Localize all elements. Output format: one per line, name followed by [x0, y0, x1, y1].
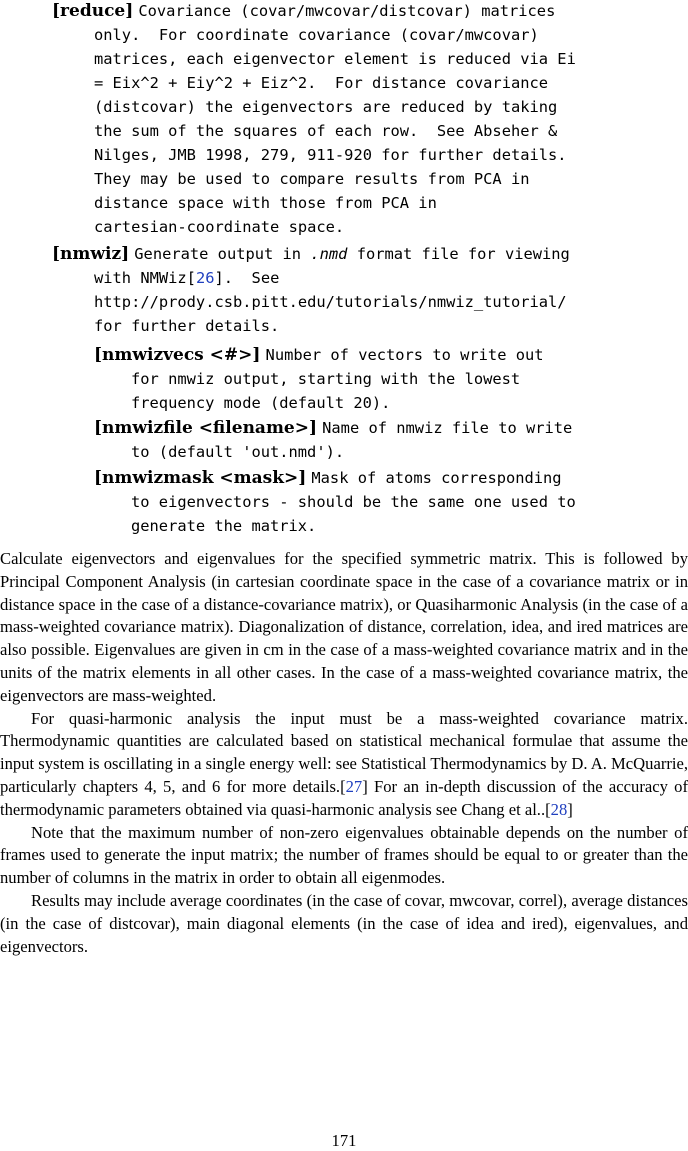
option-text: to (default 'out.nmd').: [131, 443, 345, 461]
option-text: Generate output in: [134, 245, 311, 263]
paragraph-text: ]: [567, 799, 573, 819]
paragraph-description: Calculate eigenvectors and eigenvalues for the specified symmetric matrix. This is followed by Principal Component Analysis (in cartesian coordinate space in the case of a covariance matrix or in distance space in the case of a distance-covariance matrix), or Quasiharmonic Analysis (in the case of a mass-weighted covariance matrix). Diagonalization of distance, correlation, idea, and ired matrices are also possible. Eigenvalues are given in cm in the case of a mass-weighted covariance matrix and in the units of the matrix elements in all other cases. In the case of a mass-weighted covariance matrix, the eigenvectors are mass-weighted.: [0, 549, 688, 705]
option-nmwizmask-line-1: [94, 466, 562, 490]
option-text: for nmwiz output, starting with the lowest: [131, 370, 521, 388]
description-body: [0, 548, 688, 958]
option-text: Name of nmwiz file to write: [322, 419, 573, 437]
option-text: cartesian-coordinate space.: [94, 218, 345, 236]
option-text: Number of vectors to write out: [265, 346, 544, 364]
option-reduce-line-1: [52, 0, 555, 23]
option-text: They may be used to compare results from PCA in: [94, 170, 530, 188]
option-text: (distcovar) the eigenvectors are reduced by taking: [94, 98, 558, 116]
option-text: generate the matrix.: [131, 517, 317, 535]
option-text: frequency mode (default 20).: [131, 394, 391, 412]
option-text: for further details.: [94, 317, 280, 335]
paragraph-text: ] For an in-depth discussion of the accuracy of thermodynamic parameters obtained via quasi-harmonic analysis see Chang et al..[: [0, 776, 688, 819]
option-text: format file for viewing: [347, 245, 570, 263]
option-text: ]. See: [214, 269, 280, 287]
option-nmwiz-line-2: [94, 266, 279, 290]
option-nmwizvecs-line-1: [94, 343, 544, 367]
paragraph-eigenvalues-note: Note that the maximum number of non-zero eigenvalues obtainable depends on the number of frames used to generate the input matrix; the number of frames should be equal to or greater than the number of columns in the matrix in order to obtain all eigenmodes.: [0, 822, 688, 888]
paragraph-text: For quasi-harmonic analysis the input must be a mass-weighted covariance matrix. Thermodynamic quantities are calculated based on statistical mechanical formulae that assume the input system is oscillating in a single energy well: see Statistical Thermodynamics by D. A. McQuarrie, particularly chapters 4, 5, and 6 for more details.[: [0, 708, 688, 796]
option-text: only. For coordinate covariance (covar/mwcovar): [94, 26, 539, 44]
option-text: Mask of atoms corresponding: [311, 469, 562, 487]
option-flag-nmwizvecs: [nmwizvecs <#>]: [94, 345, 261, 365]
page-number: 171: [331, 1131, 357, 1150]
option-flag-nmwizmask: [nmwizmask <mask>]: [94, 468, 307, 488]
nmwiz-url: http://prody.csb.pitt.edu/tutorials/nmwiz_tutorial/: [94, 293, 567, 311]
option-text: Covariance (covar/mwcovar/distcovar) matrices: [138, 2, 556, 20]
option-flag-nmwizfile: [nmwizfile <filename>]: [94, 418, 318, 438]
option-text: Nilges, JMB 1998, 279, 911-920 for further details.: [94, 146, 567, 164]
option-text: the sum of the squares of each row. See Abseher &: [94, 122, 558, 140]
option-nmwizfile-line-1: [94, 416, 572, 440]
option-flag-nmwiz: [nmwiz]: [52, 244, 130, 264]
paragraph-results: Results may include average coordinates (in the case of covar, mwcovar, correl), average distances (in the case of distcovar), main diagonal elements (in the case of idea and ired), eigenvalues, and eigenvectors.: [0, 890, 688, 956]
option-flag-reduce: [reduce]: [52, 1, 134, 21]
option-nmwiz-line-1: [52, 242, 570, 266]
option-text: = Eix^2 + Eiy^2 + Eiz^2. For distance covariance: [94, 74, 549, 92]
citation-link[interactable]: 27: [345, 776, 363, 796]
citation-link[interactable]: 28: [550, 799, 568, 819]
option-text: with NMWiz[: [94, 269, 196, 287]
citation-link[interactable]: 26: [195, 269, 215, 287]
paragraph-quasiharmonic: [0, 708, 688, 822]
option-text: matrices, each eigenvector element is reduced via Ei: [94, 50, 576, 68]
option-text: to eigenvectors - should be the same one used to: [131, 493, 576, 511]
option-text: distance space with those from PCA in: [94, 194, 437, 212]
file-extension: .nmd: [310, 245, 348, 263]
